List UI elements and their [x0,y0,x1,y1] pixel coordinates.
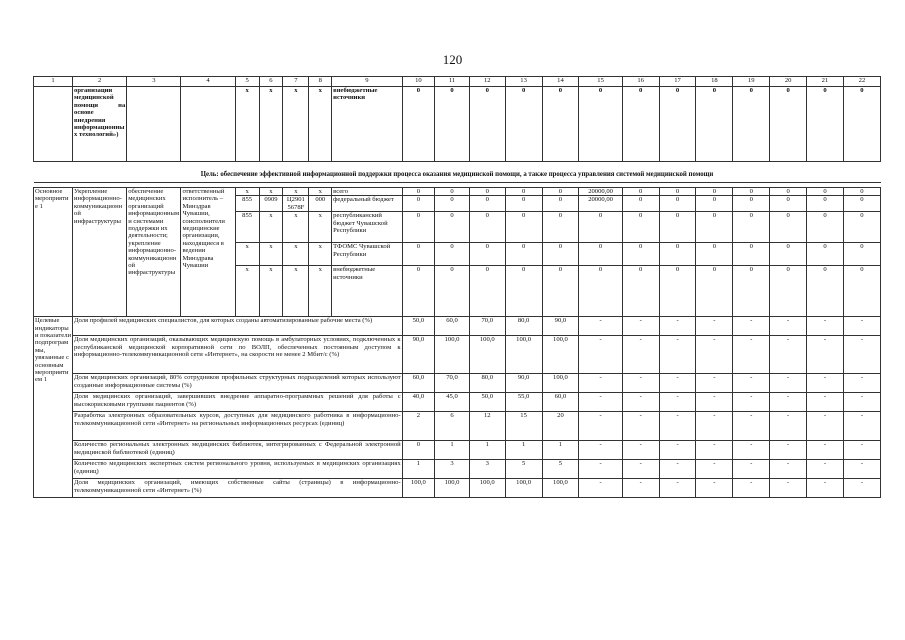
indicator-value: - [770,336,807,374]
indicator-value: - [770,460,807,479]
indicator-value: 3 [469,460,505,479]
funding-value: 0 [435,87,470,162]
indicator-value: 100,0 [435,479,470,498]
budget-code: х [235,243,259,266]
indicator-row [34,460,881,479]
indicator-value: 80,0 [505,317,542,336]
indicator-value: 90,0 [505,374,542,393]
indicator-value: - [622,374,659,393]
indicator-row [34,336,881,374]
indicator-value: 1 [542,441,579,460]
funding-value: 0 [622,243,659,266]
funding-value: 0 [696,196,733,212]
funding-value: 0 [579,212,622,243]
indicator-value: 0 [402,441,435,460]
funding-value: 0 [843,243,880,266]
indicator-value: - [807,441,844,460]
indicator-value: - [579,393,622,412]
measure-title: Основное мероприятие 1 [34,188,73,317]
budget-code: х [259,243,283,266]
column-number: 11 [435,77,470,87]
funding-value: 0 [622,196,659,212]
column-number: 4 [181,77,235,87]
funding-value: 0 [505,212,542,243]
indicator-value: 100,0 [505,479,542,498]
funding-value: 0 [659,243,696,266]
funding-value: 0 [402,266,435,317]
column-number: 10 [402,77,435,87]
indicator-value: - [807,412,844,441]
funding-value: 0 [807,266,844,317]
indicator-value: - [696,412,733,441]
indicator-value: - [770,393,807,412]
budget-code: х [309,188,332,196]
indicator-value: 90,0 [542,317,579,336]
indicator-value: - [696,317,733,336]
indicator-value: - [733,336,770,374]
funding-value: 0 [402,243,435,266]
column-number: 21 [807,77,844,87]
budget-code: х [283,266,309,317]
indicator-value: - [770,374,807,393]
indicator-value: 45,0 [435,393,470,412]
indicator-value: 5 [505,460,542,479]
indicator-text: Разработка электронных образовательных курсов, доступных для медицинского работника в информационно-телекоммуникационной сети «Интернет» на региональных информационных ресурсах (единиц) [73,412,403,441]
funding-value: 0 [402,87,435,162]
funding-value: 0 [733,243,770,266]
measure-row [34,188,881,196]
funding-value: 0 [807,196,844,212]
indicator-value: - [770,441,807,460]
funding-source: всего [332,188,402,196]
indicator-value: 100,0 [435,336,470,374]
funding-value: 0 [659,212,696,243]
column-number: 17 [659,77,696,87]
indicator-value: 1 [505,441,542,460]
indicator-value: - [659,374,696,393]
funding-value: 0 [402,196,435,212]
header-row [34,77,881,87]
indicator-value: - [696,374,733,393]
indicator-value: 70,0 [435,374,470,393]
column-number: 18 [696,77,733,87]
funding-value: 0 [659,188,696,196]
indicator-value: - [733,317,770,336]
funding-value: 0 [622,212,659,243]
budget-code: х [259,188,283,196]
column-number: 8 [309,77,332,87]
indicator-value: - [733,479,770,498]
indicator-value: - [696,441,733,460]
funding-source: ТФОМС Чувашской Республики [332,243,402,266]
funding-value: 0 [733,188,770,196]
indicator-value: - [622,460,659,479]
funding-value: 0 [542,212,579,243]
indicator-row [34,479,881,498]
funding-value: 0 [622,188,659,196]
cell-empty [181,87,235,162]
funding-value: 0 [659,196,696,212]
program-table [33,76,881,498]
funding-value: 0 [435,266,470,317]
funding-value: 0 [843,266,880,317]
column-number: 6 [259,77,283,87]
indicator-value: - [843,374,880,393]
indicator-value: - [770,479,807,498]
funding-value: 0 [622,266,659,317]
indicator-value: - [659,479,696,498]
indicator-value: 60,0 [542,393,579,412]
budget-code: х [283,87,309,162]
funding-value: 0 [807,243,844,266]
indicator-value: - [622,412,659,441]
funding-value: 0 [733,87,770,162]
indicator-value: - [843,393,880,412]
indicator-value: 2 [402,412,435,441]
indicator-value: - [696,336,733,374]
funding-value: 0 [696,212,733,243]
funding-value: 0 [770,87,807,162]
indicator-value: - [579,479,622,498]
budget-code: Ц2901 5678F [283,196,309,212]
indicator-value: 70,0 [469,317,505,336]
funding-value: 0 [579,266,622,317]
column-number: 5 [235,77,259,87]
indicator-value: - [733,460,770,479]
indicator-value: - [659,317,696,336]
funding-value: 0 [843,188,880,196]
column-number: 7 [283,77,309,87]
indicator-value: - [843,460,880,479]
budget-code: х [283,212,309,243]
indicator-value: - [659,393,696,412]
budget-code: х [259,87,283,162]
funding-value: 0 [469,243,505,266]
column-number: 2 [73,77,127,87]
indicator-value: 40,0 [402,393,435,412]
indicators-title: Целевые индикаторы и показатели подпрограммы, увязанные с основным мероприятием 1 [34,317,73,498]
indicator-value: - [659,441,696,460]
funding-value: 0 [659,87,696,162]
indicator-value: - [622,441,659,460]
column-number: 15 [579,77,622,87]
funding-value: 0 [469,188,505,196]
indicator-value: - [696,393,733,412]
funding-value: 0 [696,266,733,317]
indicator-value: - [622,317,659,336]
indicator-value: 90,0 [402,336,435,374]
funding-value: 0 [807,87,844,162]
cell-empty [127,87,181,162]
funding-value: 0 [733,212,770,243]
indicator-value: - [579,374,622,393]
measure-name-cont: организации медицинской помощи на основе внедрения информационных технологий») [73,87,127,162]
budget-code: х [309,87,332,162]
column-number: 22 [843,77,880,87]
indicator-value: 60,0 [402,374,435,393]
indicator-value: 15 [505,412,542,441]
indicator-value: 100,0 [542,374,579,393]
indicator-value: 6 [435,412,470,441]
indicator-value: - [579,412,622,441]
budget-code: 855 [235,196,259,212]
indicator-value: 5 [542,460,579,479]
funding-value: 0 [505,196,542,212]
budget-code: х [309,243,332,266]
column-number: 14 [542,77,579,87]
indicator-text: Количество медицинских экспертных систем регионального уровня, используемых в медицинских организациях (единиц) [73,460,403,479]
page-number: 120 [442,52,463,67]
indicator-value: - [807,374,844,393]
indicator-row [34,374,881,393]
funding-value: 0 [469,87,505,162]
funding-value: 0 [435,196,470,212]
funding-value: 0 [696,188,733,196]
budget-code: х [235,87,259,162]
column-number: 3 [127,77,181,87]
indicator-value: - [579,336,622,374]
funding-value: 0 [579,243,622,266]
indicator-text: Доля профилей медицинских специалистов, для которых созданы автоматизированные рабочие места (%) [73,317,403,336]
indicator-value: - [696,460,733,479]
funding-source: республиканский бюджет Чувашской Республики [332,212,402,243]
funding-value: 0 [770,188,807,196]
funding-value: 0 [696,243,733,266]
funding-value: 0 [770,243,807,266]
budget-code: х [235,188,259,196]
funding-value: 0 [435,188,470,196]
cell-empty [34,87,73,162]
continuation-row [34,87,881,162]
indicator-value: 50,0 [469,393,505,412]
column-number: 1 [34,77,73,87]
funding-value: 0 [469,266,505,317]
indicator-value: 100,0 [505,336,542,374]
funding-value: 0 [542,87,579,162]
column-number: 20 [770,77,807,87]
indicator-value: - [807,317,844,336]
indicator-value: - [622,479,659,498]
funding-value: 0 [770,196,807,212]
indicator-value: - [696,479,733,498]
funding-value: 0 [770,266,807,317]
column-number: 16 [622,77,659,87]
indicator-row [34,393,881,412]
goal-text: Цель: обеспечение эффективной информационной поддержки процесса оказания медицинской помощи, а также процесса управления системой медицинской помощи [34,162,881,183]
column-number: 13 [505,77,542,87]
indicator-value: - [807,393,844,412]
indicator-value: - [770,317,807,336]
funding-value: 0 [579,87,622,162]
indicator-value: - [733,374,770,393]
indicator-value: - [579,441,622,460]
indicator-value: - [843,412,880,441]
indicator-value: - [579,317,622,336]
funding-value: 0 [435,243,470,266]
indicator-row [34,412,881,441]
funding-value: 0 [843,212,880,243]
budget-code: 855 [235,212,259,243]
funding-value: 20000,00 [579,196,622,212]
indicator-value: 80,0 [469,374,505,393]
funding-value: 0 [469,212,505,243]
funding-value: 0 [505,243,542,266]
indicator-value: - [807,336,844,374]
funding-value: 0 [505,266,542,317]
funding-value: 0 [807,188,844,196]
funding-value: 0 [505,188,542,196]
indicator-text: Доля медицинских организаций, имеющих собственные сайты (страницы) в информационно-телекоммуникационной сети «Интернет» (%) [73,479,403,498]
indicator-text: Доля медицинских организаций, завершивших внедрение аппаратно-программных решений для работы с высокорисковыми группами пациентов (%) [73,393,403,412]
column-number: 9 [332,77,402,87]
indicator-value: - [733,441,770,460]
budget-code: х [259,212,283,243]
funding-source: федеральный бюджет [332,196,402,212]
indicator-value: 100,0 [542,479,579,498]
indicator-row [34,317,881,336]
funding-value: 0 [659,266,696,317]
indicator-text: Доля медицинских организаций, 80% сотрудников профильных структурных подразделений которых используют созданные информационные системы (%) [73,374,403,393]
budget-code: х [259,266,283,317]
funding-value: 0 [542,196,579,212]
goal-row [34,162,881,183]
indicator-value: 55,0 [505,393,542,412]
budget-code: х [283,188,309,196]
indicator-value: 100,0 [402,479,435,498]
indicator-value: - [843,479,880,498]
funding-value: 0 [435,212,470,243]
indicator-value: - [843,336,880,374]
funding-value: 0 [542,188,579,196]
budget-code: х [309,266,332,317]
indicator-value: 12 [469,412,505,441]
column-number: 19 [733,77,770,87]
indicator-value: - [733,412,770,441]
budget-code: х [309,212,332,243]
funding-value: 0 [469,196,505,212]
indicator-value: 1 [435,441,470,460]
indicator-value: - [622,393,659,412]
funding-value: 0 [402,212,435,243]
funding-value: 0 [542,266,579,317]
indicator-value: - [843,317,880,336]
funding-value: 0 [733,266,770,317]
indicator-value: 20 [542,412,579,441]
indicator-value: - [807,460,844,479]
funding-value: 0 [733,196,770,212]
indicator-value: 1 [402,460,435,479]
responsible-executor: ответственный исполнитель – Минздрав Чувашии, соисполнители медицинские организации, находящиеся в ведении Минздрава Чувашии [181,188,235,317]
funding-source: внебюджетные источники [332,266,402,317]
indicator-text: Количество региональных электронных медицинских библиотек, интегрированных с Федеральной электронной медицинской библиотекой (единиц) [73,441,403,460]
indicator-value: - [659,336,696,374]
budget-code: 0909 [259,196,283,212]
funding-value: 0 [542,243,579,266]
indicator-value: - [807,479,844,498]
indicator-value: 100,0 [469,479,505,498]
funding-source: внебюджетные источники [332,87,402,162]
indicator-value: 100,0 [469,336,505,374]
funding-value: 0 [843,196,880,212]
indicator-value: - [659,460,696,479]
measure-name: Укрепление информационно-коммуникационной инфраструктуры [73,188,127,317]
column-number: 12 [469,77,505,87]
indicator-value: - [622,336,659,374]
budget-code: х [283,243,309,266]
budget-code: х [235,266,259,317]
measure-description: обеспечение медицинских организаций информационными системами поддержки их деятельности; укрепление информационно-коммуникационной инфраструктуры [127,188,181,317]
funding-value: 0 [402,188,435,196]
indicator-value: 50,0 [402,317,435,336]
indicator-value: - [733,393,770,412]
indicator-value: 60,0 [435,317,470,336]
indicator-value: - [659,412,696,441]
funding-value: 0 [696,87,733,162]
indicator-value: - [770,412,807,441]
indicator-value: 100,0 [542,336,579,374]
funding-value: 0 [505,87,542,162]
funding-value: 0 [807,212,844,243]
indicator-value: - [843,441,880,460]
indicator-value: - [579,460,622,479]
indicator-value: 1 [469,441,505,460]
indicator-text: Доля медицинских организаций, оказывающих медицинскую помощь в амбулаторных условиях, подключенных к республиканской медицинской корпоративной сети по ВОЛП, обеспеченных постоянным доступом к информационно-телекоммуникационной сети «Интернет», на скорости не менее 2 Мбит/с (%) [73,336,403,374]
funding-value: 0 [622,87,659,162]
funding-value: 0 [770,212,807,243]
funding-value: 0 [843,87,880,162]
indicator-row [34,441,881,460]
budget-code: 000 [309,196,332,212]
indicator-value: 3 [435,460,470,479]
funding-value: 20000,00 [579,188,622,196]
